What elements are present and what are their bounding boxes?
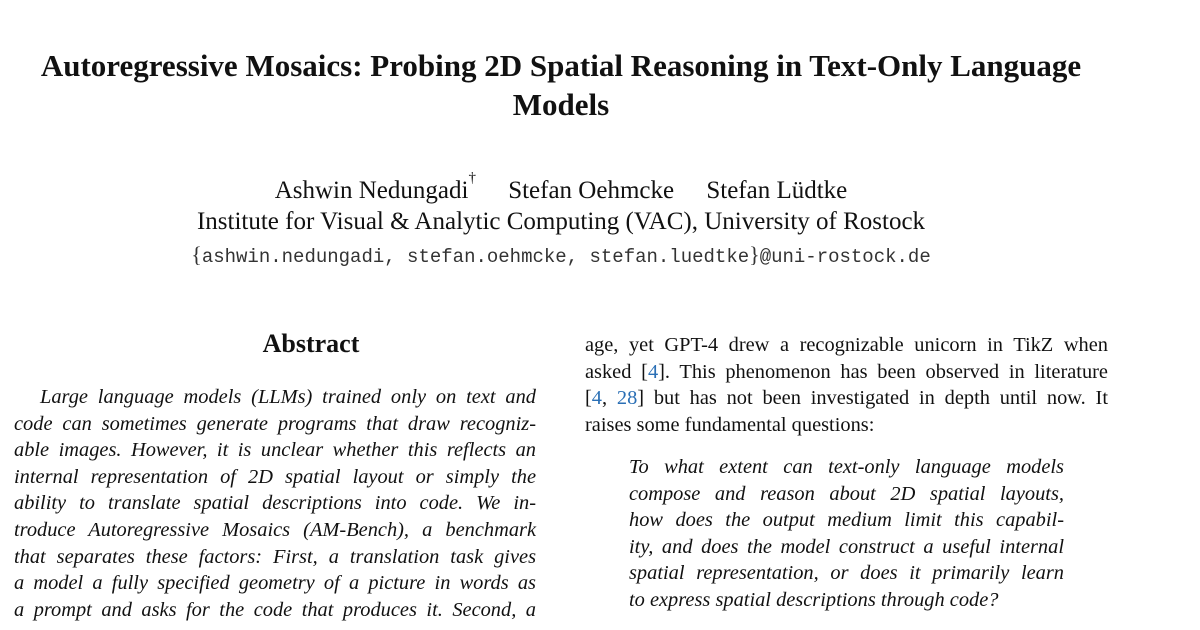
abstract-heading: Abstract — [262, 329, 360, 358]
author-2 — [508, 177, 674, 204]
author-1-name: Ashwin Nedungadi — [274, 177, 469, 204]
abstract-line: that separates these factors: First, a translation task gives — [14, 545, 536, 568]
citation-link[interactable]: 4 — [591, 387, 602, 410]
abstract-line: internal representation of 2D spatial layout or simply the — [14, 465, 536, 488]
email-domain: @uni-rostock.de — [759, 246, 931, 268]
intro-line: age, yet GPT-4 drew a recognizable unicorn in TikZ when — [585, 334, 1108, 356]
intro-paragraph — [585, 332, 1108, 438]
quote-line: ity, and does the model construct a useful internal — [629, 535, 1064, 558]
author-3-name: Stefan Lüdtke — [706, 177, 848, 204]
paper-title-line-2: Models — [512, 87, 610, 122]
abstract-line: able images. However, it is unclear whether this reflects an — [14, 439, 536, 462]
intro-line: raises some fundamental questions: — [585, 413, 875, 436]
author-list — [0, 170, 1122, 206]
research-question-quote — [629, 454, 1064, 614]
citation-link[interactable]: 4 — [647, 360, 659, 383]
quote-line: to express spatial descriptions through code? — [629, 588, 999, 611]
quote-line: compose and reason about 2D spatial layouts, — [629, 482, 1064, 505]
abstract-body — [14, 384, 536, 623]
email-names: ashwin.nedungadi, stefan.oehmcke, stefan.luedtke — [201, 246, 750, 268]
author-1-footnote-mark: † — [468, 170, 476, 186]
email-open-brace: { — [191, 242, 202, 267]
abstract-line: a model a fully specified geometry of a picture in words as — [14, 572, 536, 595]
intro-text: ] but has not been investigated in depth until now. It — [637, 387, 1108, 410]
author-2-name: Stefan Oehmcke — [508, 177, 675, 204]
abstract-line: ability to translate spatial descriptions into code. We in- — [14, 492, 536, 515]
abstract-line: Large language models (LLMs) trained only on text and — [40, 386, 536, 408]
author-3 — [706, 177, 847, 204]
abstract-line: troduce Autoregressive Mosaics (AM-Bench), a benchmark — [14, 518, 536, 541]
quote-line: spatial representation, or does it primarily learn — [629, 562, 1064, 585]
intro-line — [585, 359, 1108, 386]
citation-link[interactable]: 28 — [616, 387, 638, 410]
affiliation: Institute for Visual & Analytic Computing (VAC), University of Rostock — [196, 208, 926, 235]
intro-text: [ — [585, 387, 592, 410]
abstract-line: a prompt and asks for the code that produces it. Second, a — [14, 598, 536, 621]
paper-title-line-1: Autoregressive Mosaics: Probing 2D Spatial Reasoning in Text-Only Language — [40, 48, 1082, 83]
quote-line: To what extent can text-only language models — [629, 456, 1064, 478]
intro-line — [585, 385, 1108, 412]
email-close-brace: } — [749, 242, 760, 267]
author-1 — [274, 170, 476, 204]
quote-line: how does the output medium limit this capabil- — [629, 509, 1064, 532]
abstract-line: code can sometimes generate programs that draw recogniz- — [14, 412, 536, 435]
paper-title — [0, 46, 1122, 124]
author-emails — [0, 243, 1122, 269]
intro-text: asked [ — [585, 360, 648, 383]
intro-text: ]. This phenomenon has been observed in literature — [658, 360, 1108, 383]
intro-text: , — [602, 387, 617, 410]
